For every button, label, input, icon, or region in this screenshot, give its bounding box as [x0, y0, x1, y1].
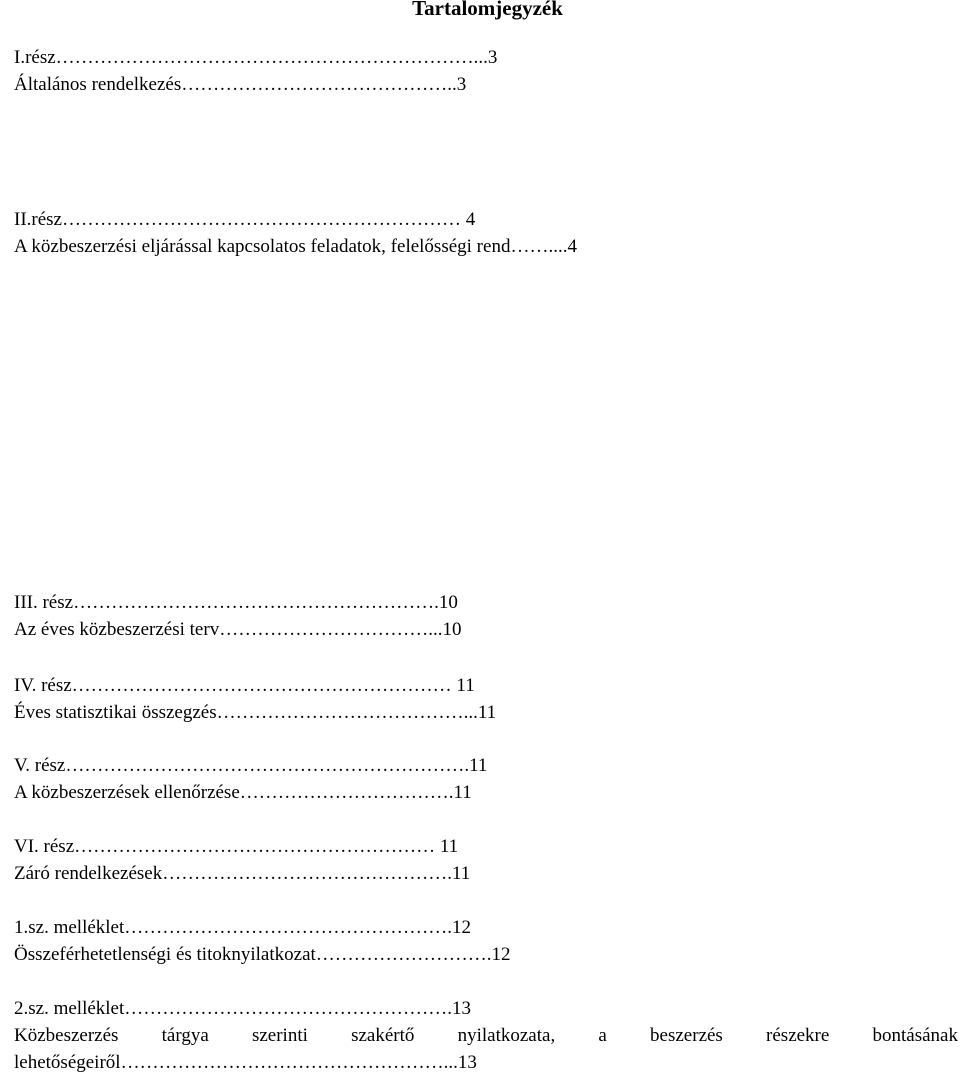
toc-entry-statistics: Éves statisztikai összegzés…………………………………...11: [14, 702, 497, 723]
toc-entry-general-provisions: Általános rendelkezés……………………………………..3: [14, 74, 467, 95]
toc-entry-part-5: V. rész……………………………………………………….11: [14, 755, 488, 776]
toc-entry-part-4: IV. rész…………………………………………………… 11: [14, 675, 475, 696]
toc-entry-part-2: II.rész……………………………………………………… 4: [14, 209, 476, 230]
toc-entry-part-6: VI. rész………………………………………………… 11: [14, 836, 459, 857]
page-title: Tartalomjegyzék: [412, 0, 563, 20]
toc-entry-part-1: I.rész…………………………………………………………...3: [14, 47, 498, 68]
toc-entry-tasks: A közbeszerzési eljárással kapcsolatos feladatok, felelősségi rend……....4: [14, 236, 577, 257]
toc-entry-annual-plan: Az éves közbeszerzési terv……………………………...10: [14, 619, 462, 640]
toc-entry-expert-declaration-cont: lehetőségeiről……………………………………………...13: [14, 1052, 477, 1073]
toc-entry-part-3: III. rész………………………………………………….10: [14, 592, 458, 613]
toc-entry-annex-2: 2.sz. melléklet…………………………………………….13: [14, 998, 472, 1019]
toc-entry-annex-1: 1.sz. melléklet…………………………………………….12: [14, 917, 472, 938]
toc-entry-control: A közbeszerzések ellenőrzése…………………………….11: [14, 782, 472, 803]
toc-entry-conflict-declaration: Összeférhetetlenségi és titoknyilatkozat……………………….12: [14, 944, 511, 965]
toc-entry-final-provisions: Záró rendelkezések……………………………………….11: [14, 863, 471, 884]
toc-entry-expert-declaration: Közbeszerzés tárgya szerinti szakértő nyilatkozata, a beszerzés részekre bontásának: [14, 1025, 958, 1046]
